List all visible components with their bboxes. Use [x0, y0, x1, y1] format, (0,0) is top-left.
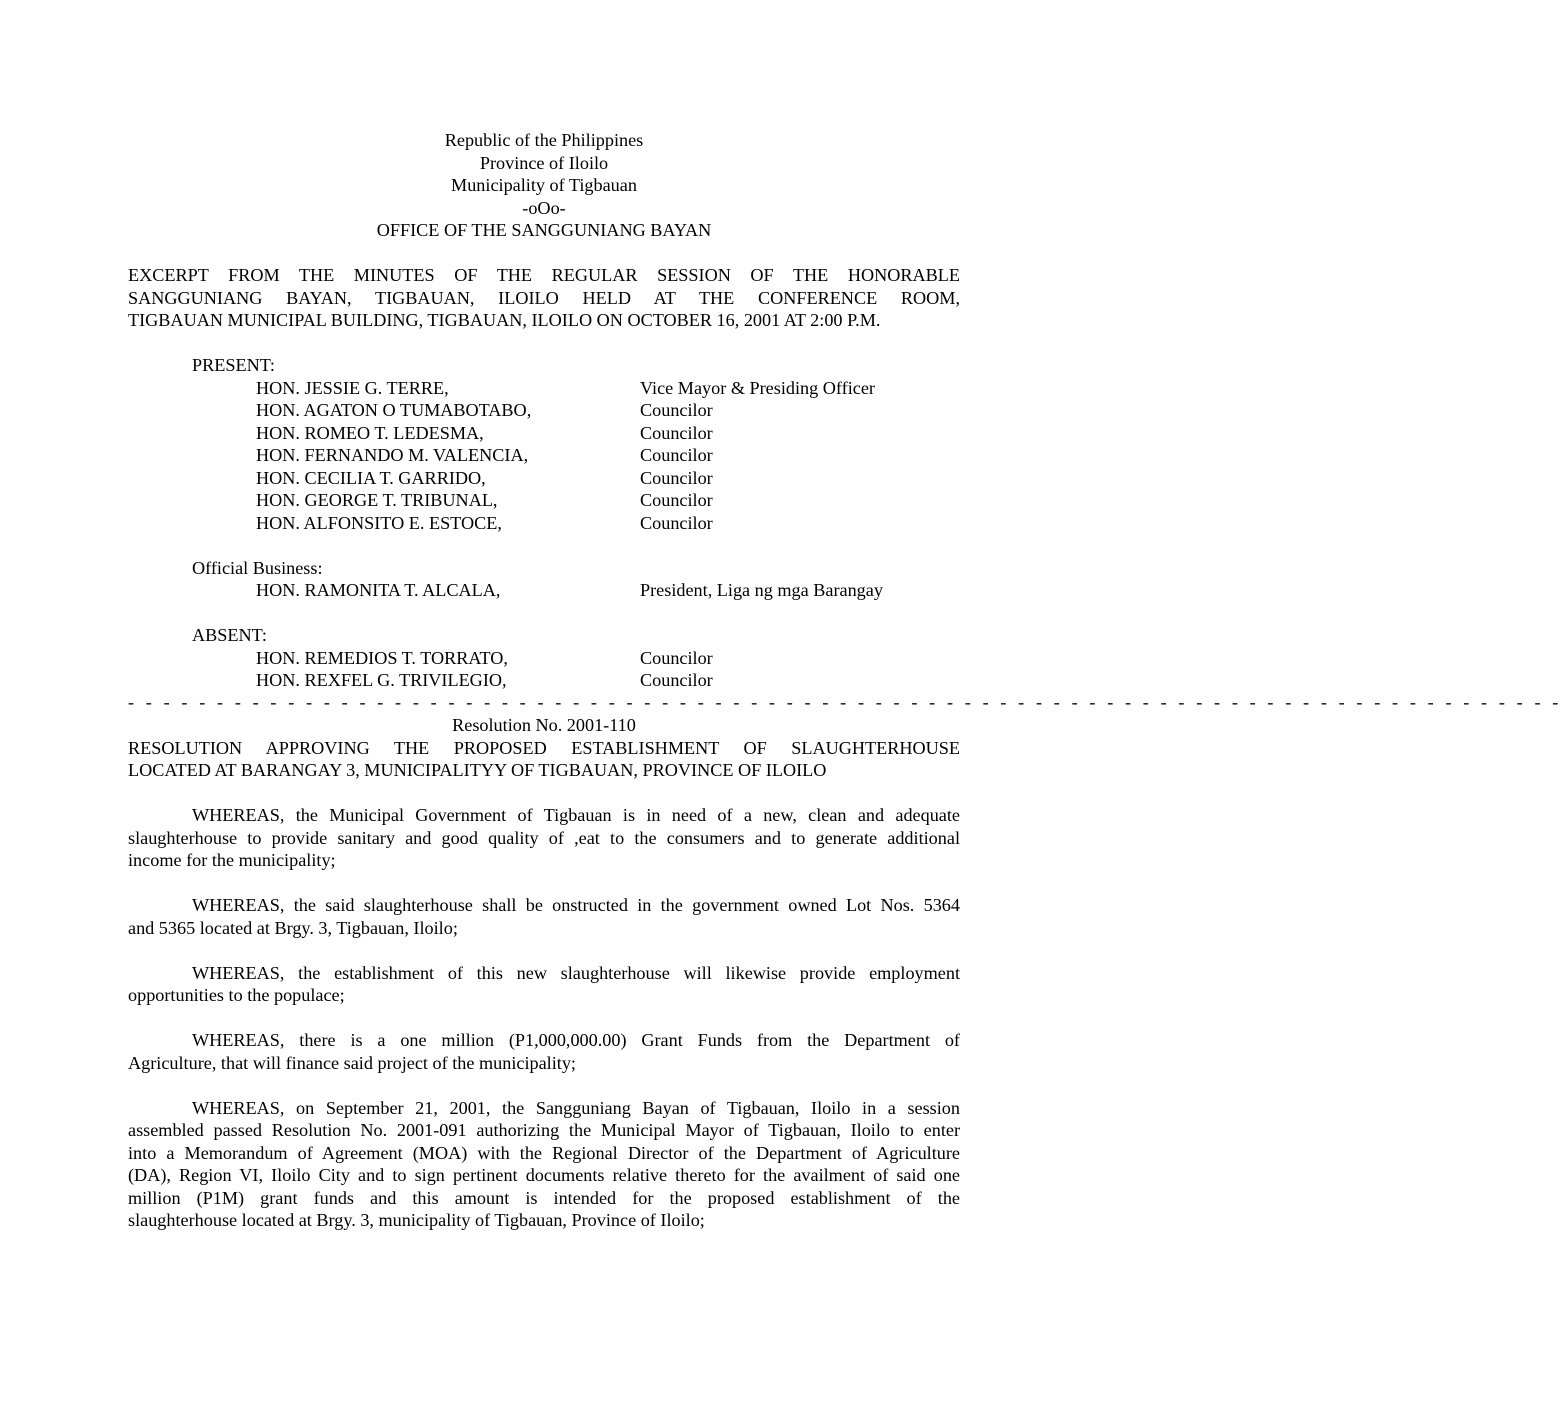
- separator-line: - - - - - - - - - - - - - - - - - - - - - - - - - - - - - - - - - - - - - - - - - - - - - - - - - - - - - - - - - - - - - - - - - - - - - - - - - - - - - - - - -: [128, 692, 1562, 712]
- paragraph-line: into a Memorandum of Agreement (MOA) with the Regional Director of the Department of Agriculture: [128, 1142, 960, 1163]
- header-office: OFFICE OF THE SANGGUNIANG BAYAN: [376, 220, 712, 240]
- present-name: HON. ROMEO T. LEDESMA,: [256, 422, 484, 443]
- paragraph-line: WHEREAS, the said slaughterhouse shall be onstructed in the government owned Lot Nos. 5364: [192, 895, 960, 915]
- paragraph-line: WHEREAS, the establishment of this new slaughterhouse will likewise provide employment: [192, 962, 960, 983]
- header-republic: Republic of the Philippines: [444, 130, 644, 150]
- absent-name: HON. REMEDIOS T. TORRATO,: [256, 647, 508, 668]
- excerpt-line-1: EXCERPT FROM THE MINUTES OF THE REGULAR SESSION OF THE HONORABLE: [128, 265, 960, 285]
- present-name: HON. ALFONSITO E. ESTOCE,: [256, 512, 502, 533]
- whereas-paragraph-4: [128, 1029, 960, 1074]
- paragraph-line: slaughterhouse located at Brgy. 3, municipality of Tigbauan, Province of Iloilo;: [128, 1210, 705, 1230]
- absent-label: ABSENT:: [192, 625, 267, 645]
- resolution-number: Resolution No. 2001-110: [452, 715, 636, 735]
- paragraph-line: million (P1M) grant funds and this amount is intended for the proposed establishment of the: [128, 1187, 960, 1208]
- paragraph-line: opportunities to the populace;: [128, 985, 345, 1005]
- present-role: Councilor: [640, 422, 713, 443]
- present-role: Councilor: [640, 400, 713, 420]
- present-role: Councilor: [640, 445, 713, 465]
- paragraph-line: WHEREAS, there is a one million (P1,000,000.00) Grant Funds from the Department of: [192, 1030, 960, 1050]
- header-municipality: Municipality of Tigbauan: [451, 175, 637, 195]
- whereas-paragraph-1: [128, 804, 960, 872]
- paragraph-line: income for the municipality;: [128, 850, 336, 870]
- present-label: PRESENT:: [192, 355, 275, 375]
- paragraph-line: Agriculture, that will finance said project of the municipality;: [128, 1052, 576, 1073]
- present-name: HON. JESSIE G. TERRE,: [256, 377, 449, 398]
- header-province: Province of Iloilo: [479, 152, 609, 173]
- paragraph-line: WHEREAS, on September 21, 2001, the Sangguniang Bayan of Tigbauan, Iloilo in a session: [192, 1097, 960, 1118]
- present-name: HON. AGATON O TUMABOTABO,: [256, 400, 532, 420]
- header-ornament: -oOo-: [522, 197, 566, 218]
- official-business-label: Official Business:: [192, 557, 323, 578]
- present-role: Councilor: [640, 467, 713, 488]
- absent-name: HON. REXFEL G. TRIVILEGIO,: [256, 670, 507, 690]
- resolution-title-line-2: LOCATED AT BARANGAY 3, MUNICIPALITYY OF TIGBAUAN, PROVINCE OF ILOILO: [128, 760, 827, 780]
- paragraph-line: WHEREAS, the Municipal Government of Tigbauan is in need of a new, clean and adequate: [192, 805, 960, 825]
- paragraph-line: and 5365 located at Brgy. 3, Tigbauan, Iloilo;: [128, 917, 458, 938]
- whereas-paragraph-5: [128, 1097, 960, 1232]
- whereas-paragraph-2: [128, 894, 960, 939]
- present-role: Vice Mayor & Presiding Officer: [640, 377, 875, 398]
- excerpt-line-2: SANGGUNIANG BAYAN, TIGBAUAN, ILOILO HELD AT THE CONFERENCE ROOM,: [128, 287, 960, 308]
- present-name: HON. CECILIA T. GARRIDO,: [256, 467, 486, 488]
- paragraph-line: (DA), Region VI, Iloilo City and to sign pertinent documents relative thereto for the availment of said one: [128, 1165, 960, 1185]
- official-role: President, Liga ng mga Barangay: [640, 580, 883, 600]
- absent-role: Councilor: [640, 670, 713, 690]
- whereas-paragraph-3: [128, 962, 960, 1007]
- present-role: Councilor: [640, 512, 713, 533]
- absent-role: Councilor: [640, 647, 713, 668]
- paragraph-line: assembled passed Resolution No. 2001-091 authorizing the Municipal Mayor of Tigbauan, Iloilo to enter: [128, 1120, 960, 1140]
- paragraph-line: slaughterhouse to provide sanitary and good quality of ,eat to the consumers and to generate additional: [128, 827, 960, 848]
- excerpt-line-3: TIGBAUAN MUNICIPAL BUILDING, TIGBAUAN, ILOILO ON OCTOBER 16, 2001 AT 2:00 P.M.: [128, 310, 881, 330]
- present-name: HON. GEORGE T. TRIBUNAL,: [256, 490, 498, 510]
- resolution-title-line-1: RESOLUTION APPROVING THE PROPOSED ESTABLISHMENT OF SLAUGHTERHOUSE: [128, 737, 960, 758]
- official-name: HON. RAMONITA T. ALCALA,: [256, 580, 501, 600]
- present-name: HON. FERNANDO M. VALENCIA,: [256, 445, 529, 465]
- present-role: Councilor: [640, 490, 713, 510]
